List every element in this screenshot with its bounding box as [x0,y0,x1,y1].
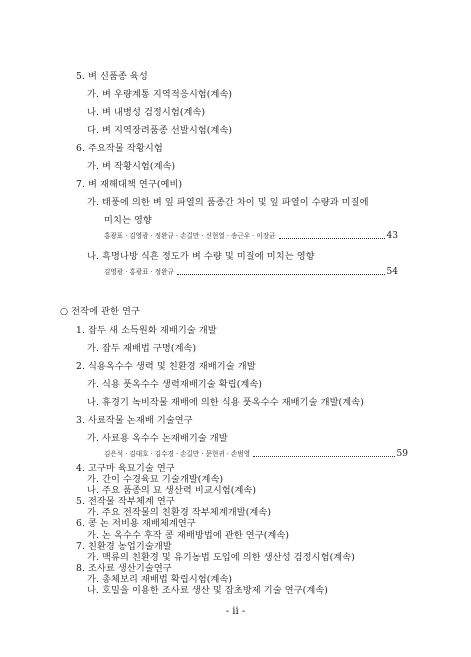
toc-heading-4: 4. 고구마 육묘기술 연구 [76,463,175,474]
authors-3a: 김은석 · 김대호 · 김수경 · 손길만 · 문현귀 · 손범영 [104,450,251,458]
toc-heading-1: 1. 잡두 새 소득원화 재배기술 개발 [76,325,217,336]
toc-item-7b: 나. 흑명나방 식흔 정도가 벼 수량 및 미질에 미치는 영향 [87,251,315,262]
section-header-field-crops: ○ 전작에 관한 연구 [60,306,141,317]
page-number-3a: 59 [396,449,408,459]
toc-item-5a: 가. 벼 우량계통 지역적응시험(계속) [87,89,233,100]
toc-entry-7b-authors [104,266,398,278]
toc-heading-3: 3. 사료작물 논재배 기술연구 [76,415,193,426]
toc-item-6a-soybean: 가. 논 옥수수 후작 콩 재배방법에 관한 연구(계속) [87,530,290,541]
toc-item-5c: 다. 벼 지역장려품종 선발시험(계속) [87,125,233,136]
toc-item-5a-crops: 가. 주요 전작물의 친환경 작부체계개발(계속) [87,507,272,518]
toc-heading-2: 2. 식용옥수수 생력 및 친환경 재배기술 개발 [76,361,256,372]
page-number-7a: 43 [386,231,398,241]
toc-heading-5b: 5. 전작물 작부체계 연구 [76,496,175,507]
toc-item-6a: 가. 벼 작황시험(계속) [87,161,176,172]
toc-item-2b: 나. 휴경기 녹비작물 재배에 의한 식용 풋옥수수 재배기술 개발(계속) [87,397,364,408]
toc-item-1a: 가. 잡두 재배법 구명(계속) [87,343,197,354]
page-footer: - ii - [225,606,246,617]
toc-item-8b-final: 나. 호밀을 이용한 조사료 생산 및 잡초방제 기술 연구(계속) [87,585,328,596]
toc-item-4b: 나. 주요 품종의 묘 생산력 비교시험(계속) [87,485,257,496]
toc-heading-7: 7. 벼 재해대책 연구(예비) [76,179,183,190]
toc-heading-5: 5. 벼 신품종 육성 [76,71,148,82]
toc-item-4a: 가. 간이 수경육묘 기술개발(계속) [87,474,224,485]
toc-item-7a-line2: 미치는 영향 [104,215,152,226]
toc-heading-8-final: 8. 조사료 생산기술연구 [76,563,172,574]
toc-heading-7-final: 7. 친환경 농업기술개발 [76,541,172,552]
toc-item-2a: 가. 식용 풋옥수수 생력재배기술 확립(계속) [87,379,263,390]
toc-item-7a-final: 가. 맥류의 친환경 및 유기농법 도입에 의한 생산성 검정시험(계속) [87,552,355,563]
toc-entry-7a-authors [104,230,398,242]
toc-item-5b: 나. 벼 내병성 검정시험(계속) [87,107,206,118]
toc-heading-6: 6. 주요작물 작황시험 [76,143,163,154]
dot-leader [253,456,394,457]
toc-item-8a-final: 가. 총체보리 재배법 확립시험(계속) [87,574,233,585]
dot-leader [177,274,385,275]
page-number-7b: 54 [386,267,398,277]
toc-item-7a-line1: 가. 태풍에 의한 벼 잎 파열의 품종간 차이 및 잎 파열이 수량과 미질에 [87,197,369,208]
toc-item-3a: 가. 사료용 옥수수 논재배기술 개발 [87,433,228,444]
authors-7a: 홍광표 · 김영광 · 정완규 · 손길만 · 신현열 · 송근우 · 이장균 [104,232,276,240]
toc-heading-6b: 6. 콩 논 저비용 재배체계연구 [76,518,196,529]
authors-7b: 김영광 · 홍광표 · 정완규 [104,268,174,276]
toc-entry-3a-authors [104,448,408,460]
dot-leader [279,238,385,239]
